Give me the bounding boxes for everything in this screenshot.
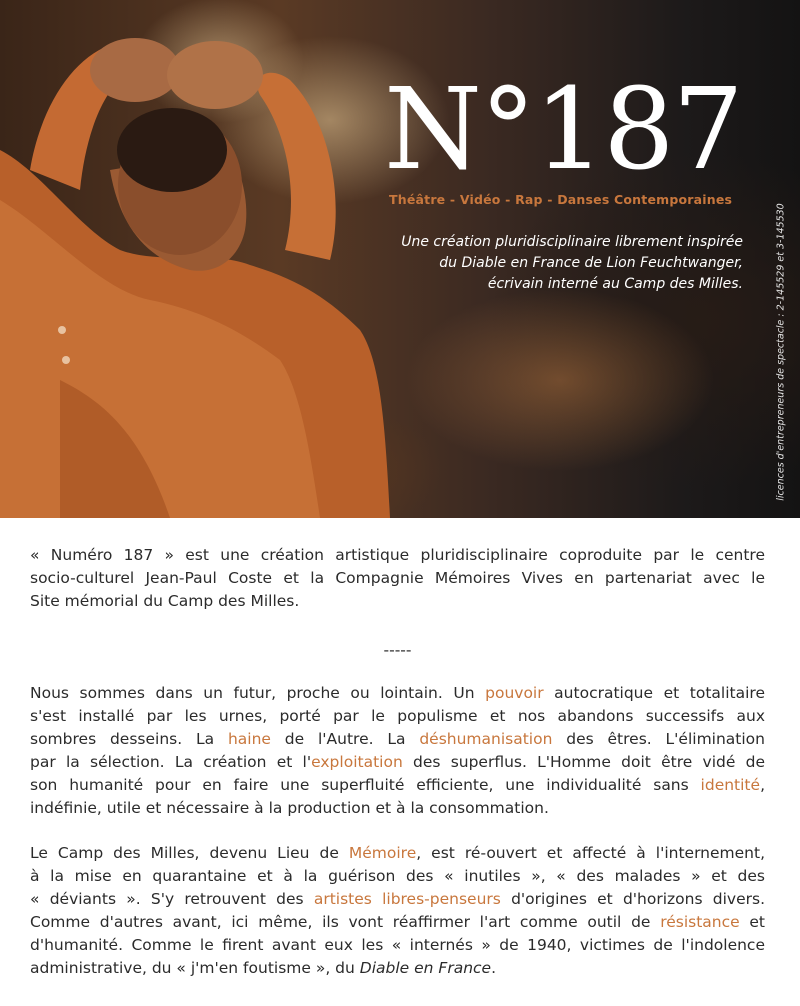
page-title: N°187: [384, 65, 742, 195]
text-line: Nous sommes dans un futur, proche ou lointain. Un pouvoir autocratique et totalitaire: [30, 684, 765, 702]
subtitle-line: Une création pluridisciplinaire librement inspirée: [401, 234, 743, 250]
text-line: Site mémorial du Camp des Milles.: [30, 592, 300, 610]
body-text: [30, 544, 765, 980]
text-line: « Numéro 187 » est une création artistique pluridisciplinaire coproduite par le centre: [30, 546, 765, 564]
highlight-word: déshumanisation: [419, 730, 553, 748]
text-line: son humanité pour en faire une superfluité efficiente, une individualité sans identité,: [30, 776, 765, 794]
subtitle-line: écrivain interné au Camp des Milles.: [487, 276, 743, 292]
subtitle-line: du Diable en France de Lion Feuchtwanger,: [439, 255, 743, 271]
highlight-word: artistes libres-penseurs: [313, 890, 501, 908]
text-line: par la sélection. La création et l'exploitation des superflus. L'Homme doit être vidé de: [30, 753, 765, 771]
text-line: Le Camp des Milles, devenu Lieu de Mémoire, est ré-ouvert et affecté à l'internement,: [30, 844, 765, 862]
disciplines-tagline: Théâtre - Vidéo - Rap - Danses Contemporaines: [389, 192, 733, 207]
text-line: administrative, du « j'm'en foutisme », du Diable en France.: [30, 959, 497, 977]
text-line: socio-culturel Jean-Paul Coste et la Compagnie Mémoires Vives en partenariat avec le: [30, 569, 765, 587]
text-line: Comme d'autres avant, ici même, ils vont réaffirmer l'art comme outil de résistance et: [30, 913, 766, 931]
highlight-word: Mémoire: [348, 844, 417, 862]
highlight-word: pouvoir: [485, 684, 544, 702]
highlight-word: résistance: [660, 913, 740, 931]
hero-subtitle: [383, 232, 743, 295]
licence-note: licences d'entrepreneurs de spectacle : 2-145529 et 3-145530: [775, 203, 787, 501]
text-line: indéfinie, utile et nécessaire à la production et à la consommation.: [30, 799, 549, 817]
text-line: sombres desseins. La haine de l'Autre. La déshumanisation des êtres. L'élimination: [30, 730, 765, 748]
text-line: à la mise en quarantaine et à la guérison des « inutiles », « des malades » et des: [30, 867, 765, 885]
intro-paragraph: [30, 544, 765, 613]
highlight-word: identité: [700, 776, 761, 794]
italic-title: Diable en France: [359, 959, 492, 977]
highlight-word: haine: [227, 730, 271, 748]
separator: -----: [383, 641, 412, 659]
text-line: « déviants ». S'y retrouvent des artistes libres-penseurs d'origines et d'horizons divers.: [30, 890, 766, 908]
camp-paragraph: [30, 842, 765, 980]
story-paragraph: [30, 682, 765, 820]
highlight-word: exploitation: [311, 753, 403, 771]
text-line: d'humanité. Comme le firent avant eux les « internés » de 1940, victimes de l'indolence: [30, 936, 765, 954]
text-line: s'est installé par les urnes, porté par le populisme et nos abandons successifs aux: [30, 707, 765, 725]
